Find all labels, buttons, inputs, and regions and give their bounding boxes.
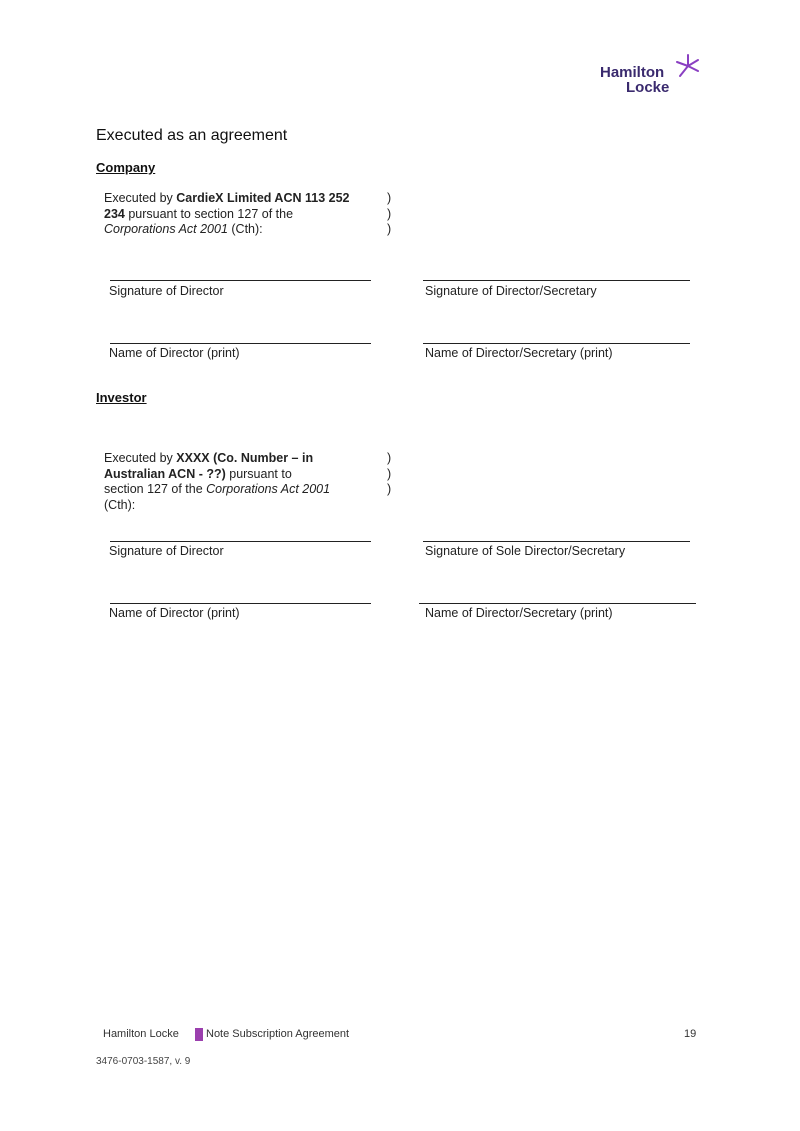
footer-doc-title: Note Subscription Agreement [206,1028,350,1040]
company-name-left-label: Name of Director (print) [109,346,240,360]
company-name-right-label: Name of Director/Secretary (print) [425,346,613,360]
investor-act: Corporations Act 2001 [206,482,331,496]
investor-text-4: (Cth): [104,497,136,512]
logo [600,52,710,96]
investor-name-right-label: Name of Director/Secretary (print) [425,606,613,620]
investor-sig-left-label: Signature of Director [109,544,224,558]
signature-line [423,541,690,542]
footer-doc-id: 3476-0703-1587, v. 9 [96,1056,191,1067]
paren: ) [387,451,392,465]
paren: ) [387,206,392,221]
investor-execution-clause [104,451,384,513]
investor-name-left-label: Name of Director (print) [109,606,240,620]
signature-line [423,343,690,344]
logo-line-2: Locke [626,79,670,96]
investor-name-1: XXXX (Co. Number – in [176,451,314,465]
signature-line [110,603,371,604]
footer-marker [195,1028,203,1041]
investor-parens [387,451,391,498]
paren: ) [387,466,392,481]
company-name-2: 234 [104,206,125,221]
company-text-2: pursuant to section 127 of the [124,206,294,221]
company-sig-left-label: Signature of Director [109,284,224,298]
company-title: Company [96,160,156,175]
signature-line [110,280,371,281]
company-parens [387,191,391,238]
company-text-3: (Cth): [227,222,263,236]
star-burst-icon [674,52,702,80]
paren: ) [387,191,392,205]
company-act: Corporations Act 2001 [104,222,228,236]
logo-line-1: Hamilton [600,64,665,81]
investor-text-2: pursuant to [225,466,292,481]
investor-title: Investor [96,390,147,405]
investor-name-2: Australian ACN - ??) [104,466,226,481]
company-name-1: CardieX Limited ACN 113 252 [176,191,350,205]
page-heading: Executed as an agreement [96,127,288,144]
investor-text-3: section 127 of the [104,482,207,496]
footer-firm: Hamilton Locke [103,1028,179,1040]
signature-line [423,280,690,281]
signature-line [419,603,696,604]
signature-line [110,343,371,344]
company-execution-clause [104,191,379,238]
investor-sig-right-label: Signature of Sole Director/Secretary [425,544,626,558]
paren: ) [387,222,392,236]
paren: ) [387,482,392,496]
company-text-1: Executed by [104,191,177,205]
company-sig-right-label: Signature of Director/Secretary [425,284,597,298]
signature-line [110,541,371,542]
page-number: 19 [684,1028,697,1040]
investor-text-1: Executed by [104,451,177,465]
